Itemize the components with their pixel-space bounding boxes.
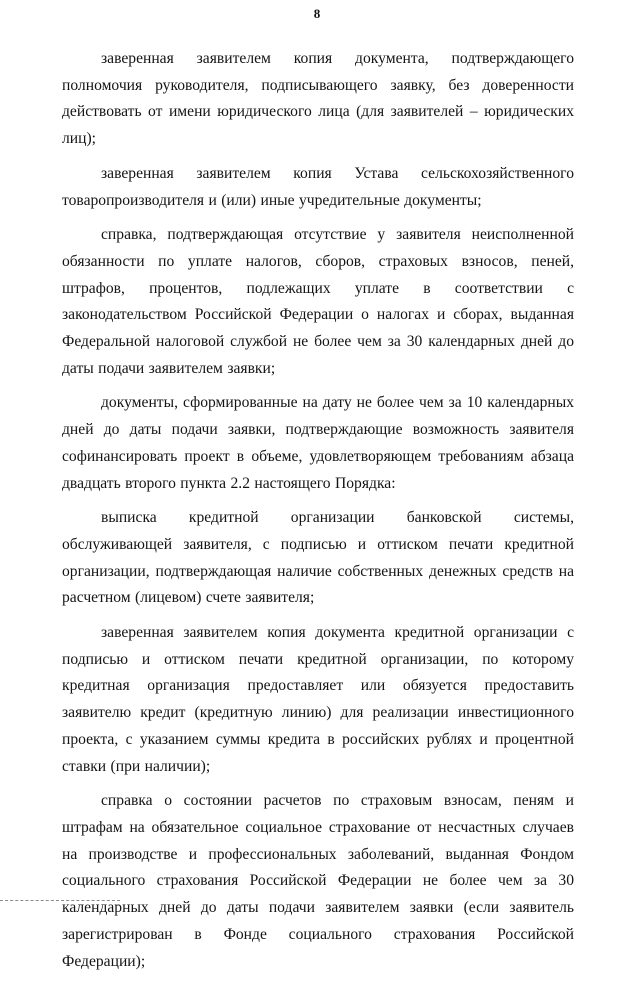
paragraph-charter-copy: заверенная заявителем копия Устава сельскохозяйственного товаропроизводителя и (или) иные учредительные документы; bbox=[62, 164, 574, 209]
paragraph-social-insurance-certificate: справка о состоянии расчетов по страховым взносам, пеням и штрафам на обязательное социальное страхование от несчастных случаев на производстве и профессиональных заболеваний, выданная Фондом социального страхования Российской Федерации не более чем за 30 календарных дней до даты подачи заявителем заявки (если заявитель зарегистрирован в Фонде социального страхования Российской Федерации); bbox=[62, 792, 574, 970]
paragraph-bank-statement: выписка кредитной организации банковской системы, обслуживающей заявителя, с подписью и оттиском печати кредитной организации, подтверждающая наличие собственных денежных средств на расчетном (лицевом) счете заявителя; bbox=[62, 509, 574, 607]
paragraph-credit-document-copy: заверенная заявителем копия документа кредитной организации с подписью и оттиском печати кредитной организации, по которому кредитная организация предоставляет или обязуется предоставить заявителю кредит (кредитную линию) для реализации инвестиционного проекта, с указанием суммы кредита в российских рублях и процентной ставки (при наличии); bbox=[62, 624, 574, 775]
scan-edge-divider bbox=[0, 900, 120, 901]
paragraph-tax-certificate: справка, подтверждающая отсутствие у заявителя неисполненной обязанности по уплате налогов, сборов, страховых взносов, пеней, штрафов, процентов, подлежащих уплате в соответствии с законодательством Российской Федерации о налогах и сборах, выданная Федеральной налоговой службой не более чем за 30 календарных дней до даты подачи заявителем заявки; bbox=[62, 226, 574, 377]
document-body bbox=[62, 46, 574, 983]
page-number: 8 bbox=[313, 6, 321, 21]
paragraph-director-authority-copy: заверенная заявителем копия документа, подтверждающего полномочия руководителя, подписывающего заявку, без доверенности действовать от имени юридического лица (для заявителей – юридических лиц); bbox=[62, 50, 574, 148]
paragraph-cofinancing-documents: документы, сформированные на дату не более чем за 10 календарных дней до даты подачи заявки, подтверждающие возможность заявителя софинансировать проект в объеме, удовлетворяющем требованиям абзаца двадцать второго пункта 2.2 настоящего Порядка: bbox=[62, 394, 574, 492]
